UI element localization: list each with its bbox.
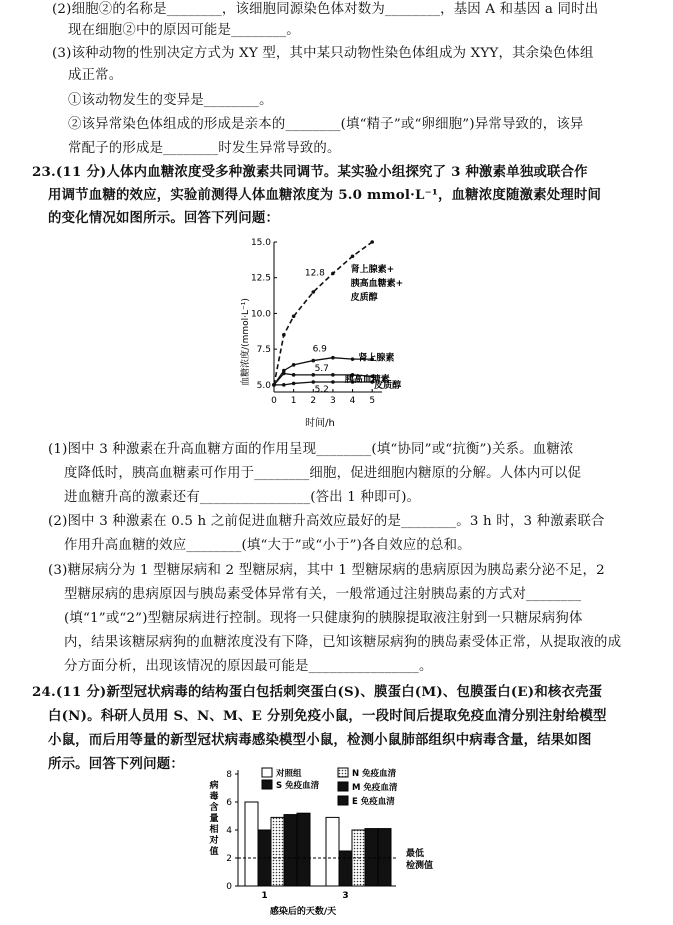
bar-chart-y-tick-label: 4 (226, 826, 232, 836)
q22-p3-line2: 成正常。 (68, 68, 123, 83)
line-chart-point (282, 333, 286, 337)
q23-p3-line1: (3)糖尿病分为 1 型糖尿病和 2 型糖尿病，其中 1 型糖尿病的患病原因为胰岛素分泌不足，2 (48, 563, 605, 578)
line-chart-point (282, 372, 286, 376)
line-chart-x-tick-label: 2 (310, 396, 317, 406)
q22-p2-line1: (2)细胞②的名称是________，该细胞同源染色体对数为________，基因 A 和基因 a 同时出 (52, 2, 599, 17)
line-chart-y-tick-label: 7.5 (256, 345, 271, 356)
bar-chart-bar (339, 851, 352, 886)
q23-p1-line3: 进血糖升高的激素还有________________(答出 1 种即可)。 (64, 490, 421, 505)
bar-chart-ylabel-char: 毒 (209, 792, 219, 802)
bar-chart-legend-label: N 免疫血清 (352, 769, 397, 779)
bar-chart-threshold-label: 检测值 (406, 861, 434, 871)
bar-chart-legend-swatch (338, 768, 348, 777)
bar-chart-bar (271, 817, 284, 886)
bar-chart-y-tick-label: 8 (226, 770, 232, 780)
q22-p3-line4: ②该异常染色体组成的形成是亲本的________(填“精子”或“卵细胞”)异常导致的，该异 (68, 117, 584, 132)
line-chart-series-label: 皮质醇 (350, 293, 378, 303)
bar-chart (200, 760, 460, 920)
bar-chart-bar (245, 802, 258, 886)
line-chart-series-label: 胰高血糖素 (344, 374, 390, 385)
line-chart-x-tick-label: 0 (271, 396, 277, 406)
line-chart-point (331, 380, 335, 384)
bar-chart-legend-label: E 免疫血清 (352, 797, 395, 807)
bar-chart-x-tick-label: 3 (342, 891, 349, 901)
line-chart-annotation: 5.2 (314, 385, 329, 395)
q23-p2-line2: 作用升高血糖的效应________(填“大于”或“小于”)各自效应的总和。 (64, 538, 471, 553)
bar-chart-bar (365, 829, 378, 886)
q22-p3-line5: 常配子的形成是________时发生异常导致的。 (68, 141, 341, 156)
bar-chart-y-tick-label: 2 (226, 854, 232, 864)
bar-chart-ylabel-char: 量 (209, 814, 219, 824)
bar-chart-bar (378, 829, 391, 886)
line-chart-point (292, 314, 296, 318)
bar-chart-threshold-label: 最低 (406, 849, 425, 859)
q23-p1-line2: 度降低时，胰高血糖素可作用于________细胞，促进细胞内糖原的分解。人体内可以促 (64, 466, 582, 481)
q22-p3-line3: ①该动物发生的变异是________。 (68, 93, 273, 108)
line-chart-xlabel: 时间/h (305, 418, 335, 429)
bar-chart-x-tick-label: 1 (261, 891, 268, 901)
q22-p2-line2: 现在细胞②中的原因可能是________。 (68, 23, 300, 38)
q22-p3-line1: (3)该种动物的性别决定方式为 XY 型，其中某只动物性染色体组成为 XYY，其余染色体组 (52, 46, 594, 61)
bar-chart-bar (326, 817, 339, 886)
line-chart-point (311, 290, 315, 294)
bar-chart-legend-label: 对照组 (276, 769, 302, 779)
q24-stem-line1: 24.(11 分)新型冠状病毒的结构蛋白包括刺突蛋白(S)、膜蛋白(M)、包膜蛋白(E)和核衣壳蛋 (32, 684, 603, 700)
bar-chart-legend-label: M 免疫血清 (352, 783, 398, 793)
bar-chart-xlabel: 感染后的天数/天 (269, 907, 337, 917)
line-chart-point (311, 380, 315, 384)
line-chart-series-label: 肾上腺素 (358, 353, 395, 364)
bar-chart-ylabel-char: 病 (209, 781, 219, 791)
line-chart-x-tick-label: 4 (349, 396, 356, 406)
line-chart-ylabel: 血糖浓度/(mmol·L⁻¹) (241, 298, 251, 386)
line-chart-point (311, 359, 315, 363)
q24-stem-line4: 所示。回答下列问题： (48, 756, 184, 772)
q23-p3-line4: 内，结果该糖尿病狗的血糖浓度没有下降，已知该糖尿病狗的胰岛素受体正常，从提取液的成 (64, 635, 622, 650)
bar-chart-ylabel-char: 对 (209, 836, 219, 846)
q23-stem-line3: 的变化情况如图所示。回答下列问题： (48, 210, 280, 226)
bar-chart-bar (297, 813, 310, 886)
q23-p3-line3: (填“1”或“2”)型糖尿病进行控制。现将一只健康狗的胰腺提取液注射到一只糖尿病狗体 (64, 611, 583, 626)
bar-chart-legend-swatch (338, 796, 348, 805)
line-chart-y-tick-label: 15.0 (250, 238, 271, 248)
line-chart-point (292, 373, 296, 377)
line-chart-series-label: 肾上腺素+ (350, 265, 395, 275)
bar-chart-ylabel-char: 相 (209, 825, 219, 835)
q23-stem-line2: 用调节血糖的效应，实验前测得人体血糖浓度为 5.0 mmol·L⁻¹，血糖浓度随激素处理时间 (48, 187, 602, 203)
q23-p3-line5: 分方面分析，出现该情况的原因最可能是________________。 (64, 659, 433, 674)
line-chart-point (331, 356, 335, 360)
line-chart-point (351, 357, 355, 361)
line-chart-y-tick-label: 10.0 (250, 309, 271, 320)
line-chart-y-tick-label: 12.5 (250, 273, 271, 284)
q23-p1-line1: (1)图中 3 种激素在升高血糖方面的作用呈现________(填“协同”或“抗衡”)关系。血糖浓 (48, 442, 574, 457)
line-chart-x-tick-label: 3 (330, 396, 336, 406)
bar-chart-legend-swatch (262, 780, 272, 789)
line-chart-x-tick-label: 5 (369, 396, 376, 406)
line-chart-series-label: 胰高血糖素+ (350, 279, 404, 289)
q24-stem-line2: 白(N)。科研人员用 S、N、M、E 分别免疫小鼠，一段时间后提取免疫血清分别注射给模型 (48, 708, 607, 724)
line-chart-annotation: 6.9 (312, 344, 327, 355)
line-chart-point (272, 383, 276, 387)
bar-chart-ylabel-char: 含 (209, 803, 219, 813)
bar-chart-legend-label: S 免疫血清 (276, 781, 320, 791)
line-chart-point (292, 382, 296, 386)
bar-chart-legend-swatch (338, 782, 348, 791)
q23-p3-line2: 型糖尿病的患病原因与胰岛素受体异常有关，一般常通过注射胰岛素的方式对________ (64, 587, 582, 602)
line-chart-point (331, 373, 335, 377)
bar-chart-legend-swatch (262, 768, 272, 777)
line-chart-y-tick-label: 5.0 (256, 380, 271, 391)
bar-chart-y-tick-label: 6 (226, 798, 232, 808)
q24-stem-line3: 小鼠，而后用等量的新型冠状病毒感染模型小鼠，检测小鼠肺部组织中病毒含量，结果如图 (48, 732, 592, 748)
bar-chart-bar (284, 815, 297, 886)
bar-chart-ylabel-char: 值 (209, 847, 219, 857)
line-chart-point (292, 363, 296, 367)
line-chart (222, 230, 452, 430)
line-chart-point (370, 240, 374, 244)
q23-p2-line1: (2)图中 3 种激素在 0.5 h 之前促进血糖升高效应最好的是________。3 h 时，3 种激素联合 (48, 514, 605, 529)
line-chart-annotation: 5.7 (314, 363, 329, 374)
line-chart-point (351, 254, 355, 258)
line-chart-series-label: 皮质醇 (374, 381, 402, 391)
line-chart-x-tick-label: 1 (290, 396, 297, 406)
line-chart-annotation: 12.8 (304, 268, 325, 279)
bar-chart-y-tick-label: 0 (226, 882, 232, 892)
line-chart-point (282, 383, 286, 387)
q23-stem-line1: 23.(11 分)人体内血糖浓度受多种激素共同调节。某实验小组探究了 3 种激素单独或联合作 (32, 164, 588, 180)
line-chart-point (331, 272, 335, 276)
